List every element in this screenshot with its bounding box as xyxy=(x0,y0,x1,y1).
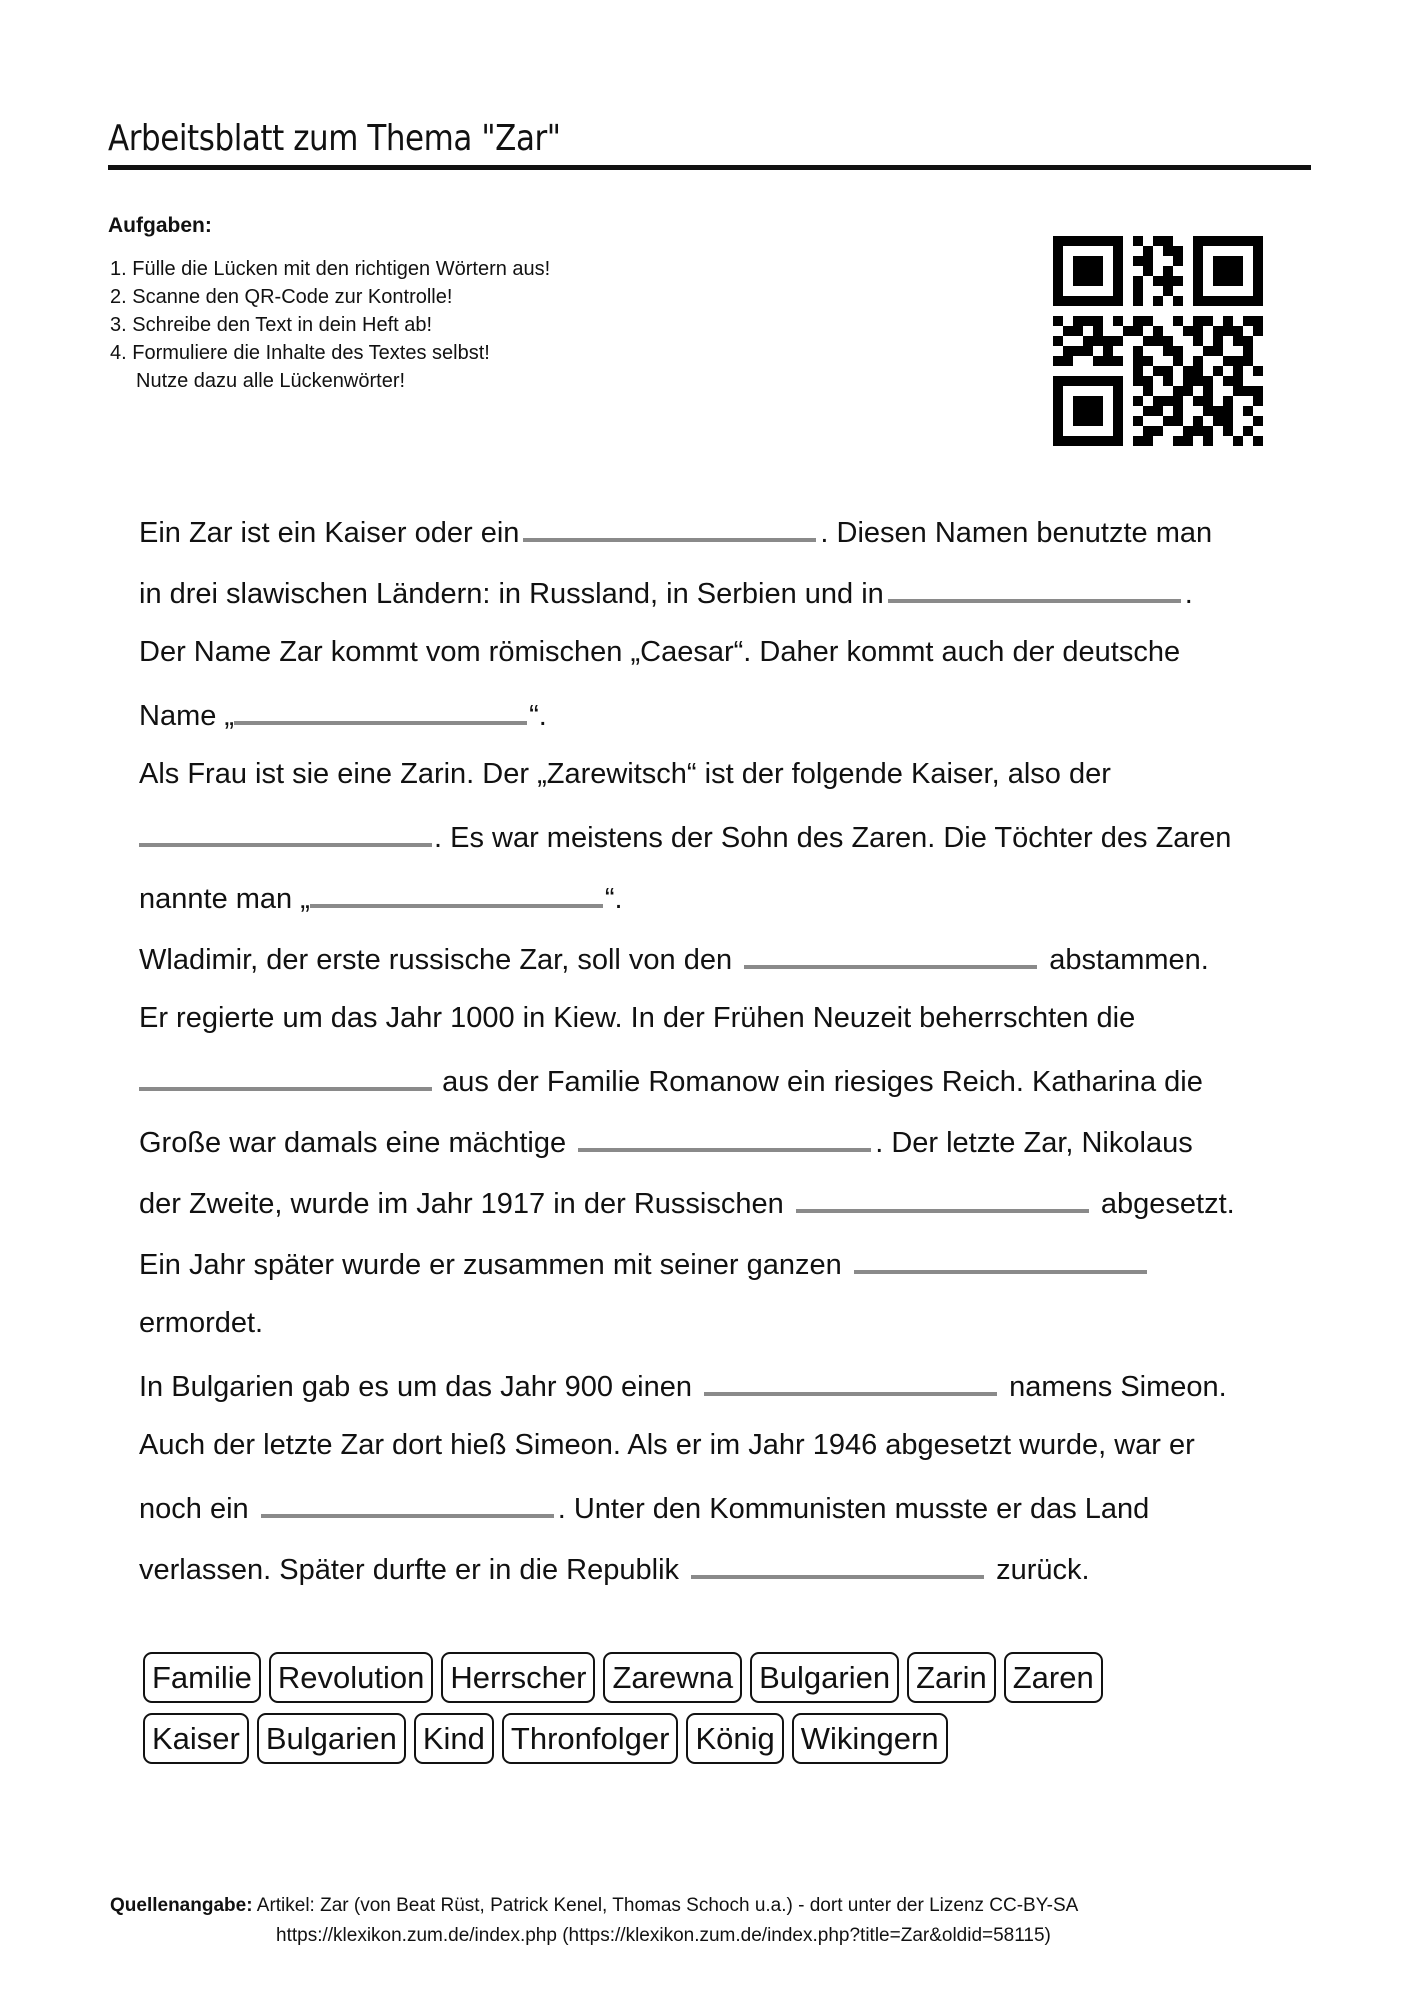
word-bank-row xyxy=(143,1713,956,1764)
gap-input[interactable] xyxy=(796,1181,1089,1213)
text-line: Ein Jahr später wurde er zusammen mit seiner ganzen xyxy=(139,1242,1151,1282)
gap-input[interactable] xyxy=(261,1486,554,1518)
gap-input[interactable] xyxy=(854,1242,1147,1274)
word-chip[interactable]: Familie xyxy=(143,1652,261,1703)
source-text: Artikel: Zar (von Beat Rüst, Patrick Kenel, Thomas Schoch u.a.) - dort unter der Lizenz CC-BY-SA xyxy=(256,1895,1079,1916)
text-line: der Zweite, wurde im Jahr 1917 in der Russischen abgesetzt. xyxy=(139,1181,1235,1221)
text-line: Er regierte um das Jahr 1000 in Kiew. In der Frühen Neuzeit beherrschten die xyxy=(139,1002,1136,1034)
text-line: Große war damals eine mächtige . Der letzte Zar, Nikolaus xyxy=(139,1120,1193,1160)
text-line: noch ein . Unter den Kommunisten musste er das Land xyxy=(139,1486,1149,1526)
task-list xyxy=(110,255,550,395)
word-chip[interactable]: Revolution xyxy=(269,1652,433,1703)
text-line: aus der Familie Romanow ein riesiges Reich. Katharina die xyxy=(139,1059,1203,1099)
word-chip[interactable]: Thronfolger xyxy=(502,1713,679,1764)
text-line: Ein Zar ist ein Kaiser oder ein . Diesen Namen benutzte man xyxy=(139,510,1212,550)
gap-input[interactable] xyxy=(234,693,527,725)
word-chip[interactable]: Kaiser xyxy=(143,1713,249,1764)
text-line: Auch der letzte Zar dort hieß Simeon. Als er im Jahr 1946 abgesetzt wurde, war er xyxy=(139,1429,1195,1461)
task-item: 4. Formuliere die Inhalte des Textes selbst! xyxy=(110,342,490,364)
word-chip[interactable]: Zarewna xyxy=(603,1652,742,1703)
word-chip[interactable]: König xyxy=(686,1713,783,1764)
text-line: Der Name Zar kommt vom römischen „Caesar“. Daher kommt auch der deutsche xyxy=(139,636,1181,668)
word-chip[interactable]: Kind xyxy=(414,1713,494,1764)
gap-input[interactable] xyxy=(704,1364,997,1396)
gap-input[interactable] xyxy=(139,1059,432,1091)
word-chip[interactable]: Herrscher xyxy=(441,1652,595,1703)
text-line: In Bulgarien gab es um das Jahr 900 einen namens Simeon. xyxy=(139,1364,1227,1404)
task-item-continuation: Nutze dazu alle Lückenwörter! xyxy=(136,370,406,392)
tasks-heading: Aufgaben: xyxy=(108,214,212,237)
gap-input[interactable] xyxy=(139,815,432,847)
gap-input[interactable] xyxy=(578,1120,871,1152)
task-item: 2. Scanne den QR-Code zur Kontrolle! xyxy=(110,286,453,308)
source-citation xyxy=(110,1891,1078,1951)
source-url: https://klexikon.zum.de/index.php (https://klexikon.zum.de/index.php?title=Zar&oldid=58115) xyxy=(276,1925,1051,1946)
word-chip[interactable]: Bulgarien xyxy=(257,1713,406,1764)
word-bank-row xyxy=(143,1652,1111,1703)
gap-input[interactable] xyxy=(691,1547,984,1579)
task-item: 3. Schreibe den Text in dein Heft ab! xyxy=(110,314,433,336)
gap-input[interactable] xyxy=(310,876,603,908)
text-line: in drei slawischen Ländern: in Russland, in Serbien und in . xyxy=(139,571,1193,611)
text-line: Als Frau ist sie eine Zarin. Der „Zarewitsch“ ist der folgende Kaiser, also der xyxy=(139,758,1111,790)
text-line: verlassen. Später durfte er in die Republik zurück. xyxy=(139,1547,1090,1587)
title-divider xyxy=(108,165,1311,170)
word-chip[interactable]: Zarin xyxy=(907,1652,996,1703)
text-line: ermordet. xyxy=(139,1307,264,1339)
word-chip[interactable]: Wikingern xyxy=(792,1713,948,1764)
text-line: Name „ “. xyxy=(139,693,547,733)
gap-input[interactable] xyxy=(523,510,816,542)
text-line: Wladimir, der erste russische Zar, soll von den abstammen. xyxy=(139,937,1209,977)
task-item: 1. Fülle die Lücken mit den richtigen Wörtern aus! xyxy=(110,258,551,280)
source-label: Quellenangabe: xyxy=(110,1895,253,1916)
text-line: . Es war meistens der Sohn des Zaren. Die Töchter des Zaren xyxy=(139,815,1231,855)
word-chip[interactable]: Zaren xyxy=(1004,1652,1103,1703)
gap-input[interactable] xyxy=(888,571,1181,603)
qr-code-icon xyxy=(1053,236,1263,446)
page-title: Arbeitsblatt zum Thema "Zar" xyxy=(108,118,561,159)
gap-input[interactable] xyxy=(744,937,1037,969)
text-line: nannte man „ “. xyxy=(139,876,623,916)
word-chip[interactable]: Bulgarien xyxy=(750,1652,899,1703)
